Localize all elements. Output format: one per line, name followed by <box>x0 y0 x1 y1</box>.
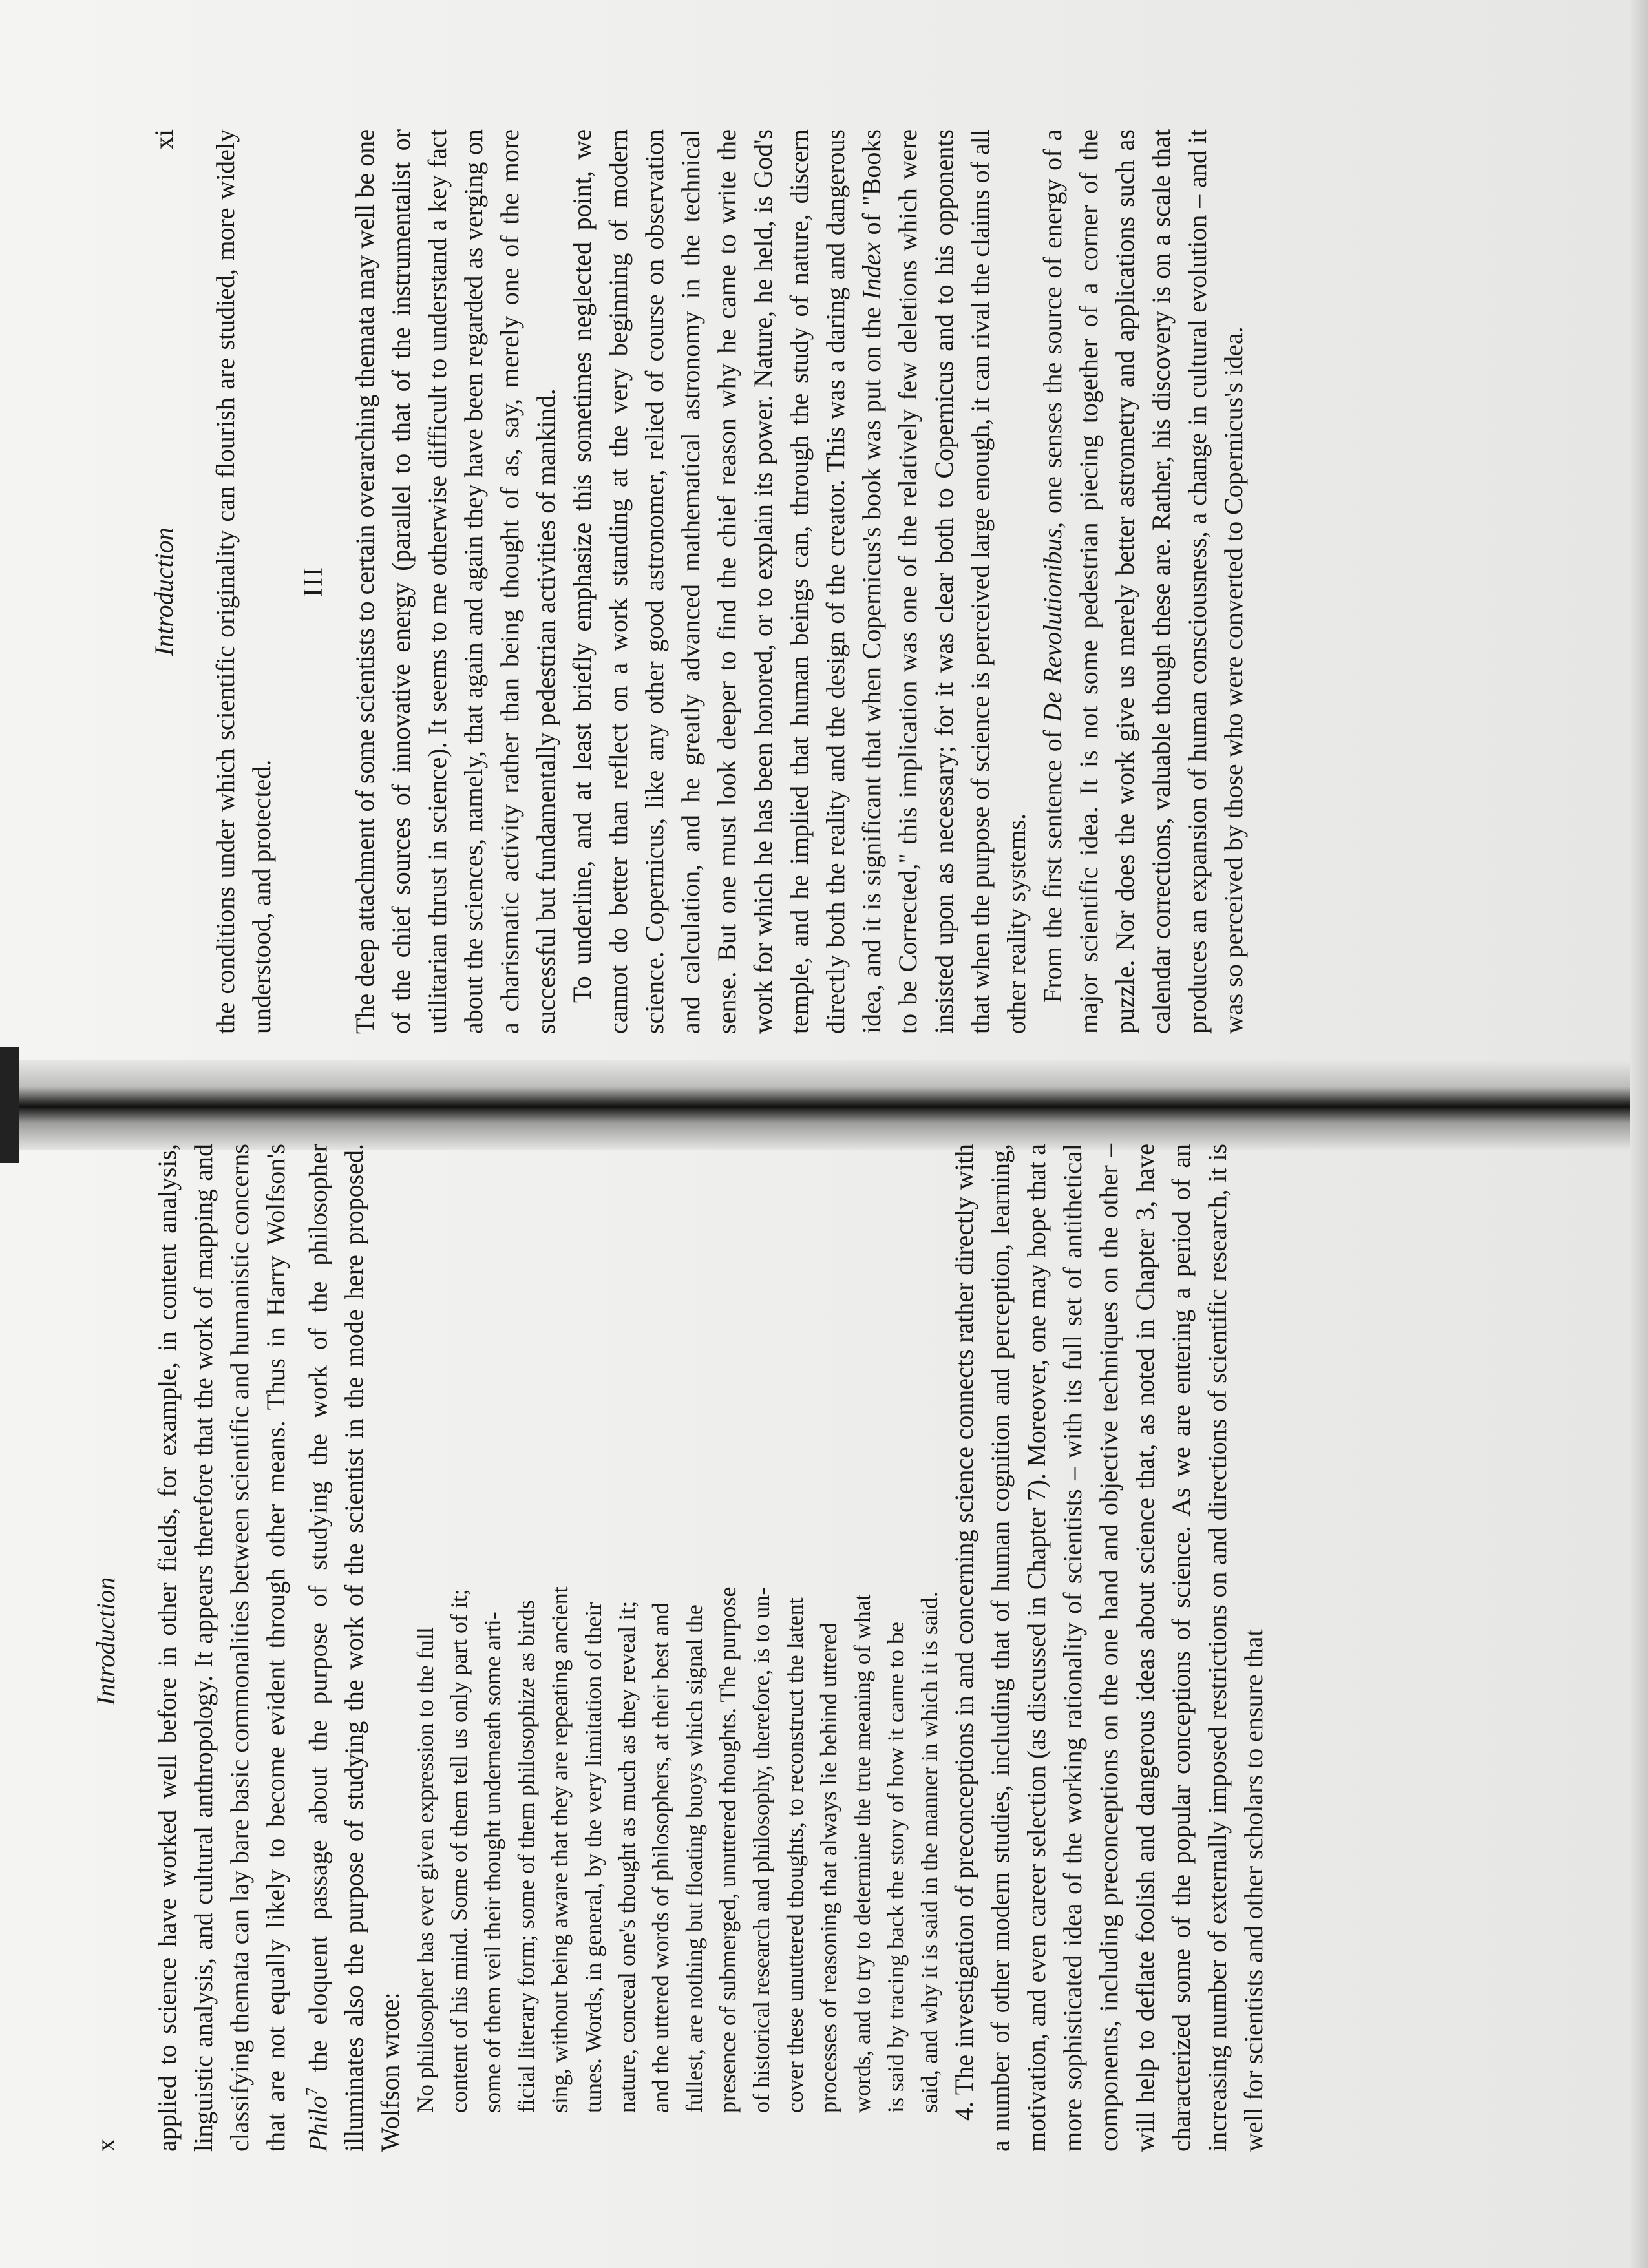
paragraph-text: From the first sentence of <box>1038 730 1067 1003</box>
body-text <box>149 1144 1272 2152</box>
paragraph: the conditions under which scientific originality can flourish are studied, more widely understood, and protected. <box>211 129 276 1034</box>
italic-title: De Revolutionibus <box>1038 528 1067 722</box>
page-x <box>90 1144 1564 2152</box>
gutter-shadow <box>0 1047 19 1163</box>
section-heading: III <box>299 566 328 597</box>
paragraph-text: of "Books to be Corrected," this implication was one of the relatively few deletions which were insisted upon as necessary; for it was clear both to Copernicus and to his opponents that when the purpose of science is perceived large enough, it can rival the claims of all other reality systems. <box>857 129 1031 1034</box>
running-head-title: Introduction <box>91 1577 120 1706</box>
quote-line: cover these unuttered thoughts, to reconstruct the latent <box>782 1597 808 2113</box>
quote-line: said, and why it is said in the manner in which it is said. <box>916 1591 943 2113</box>
paragraph <box>149 1144 408 2152</box>
page-edge <box>1630 0 1648 2268</box>
quote-line: content of his mind. Some of them tell us only part of it; <box>446 1589 472 2113</box>
running-head-title: Introduction <box>149 527 178 656</box>
quote-line: some of them veil their thought underneath some arti- <box>480 1612 506 2113</box>
body-text <box>207 129 1252 1034</box>
quote-line: processes of reasoning that always lie behind uttered <box>816 1622 842 2113</box>
paragraph <box>1035 129 1252 1034</box>
italic-title: Philo <box>303 2095 333 2152</box>
block-quote <box>408 1144 946 2113</box>
page-xi <box>149 129 1622 1034</box>
quote-line: presence of submerged, unuttered thoughts. The purpose <box>715 1586 741 2113</box>
paragraph-text: the eloquent passage about the purpose of studying the work of the philosopher illuminates also the purpose of studying the work of the scientist in the mode here proposed. Wolfson wrote: <box>303 1144 405 2152</box>
book-gutter <box>0 1060 1648 1150</box>
quote-line: is said by tracing back the story of how it came to be <box>883 1622 909 2113</box>
paragraph-text: , one senses the source of energy of a major scientific idea. It is not some pedestrian piecing together of a corner of the puzzle. Nor does the work give us merely better astrometry and applications such as calendar corrections, valuable though these are. Rather, his discovery is on a scale that produces an expansion of human consciousness, a change in cultural evolution – and it was so perceived by those who were converted to Copernicus's idea. <box>1038 129 1248 1034</box>
quote-line: ficial literary form; some of them philosophize as birds <box>513 1600 540 2113</box>
quote-line: tunes. Words, in general, by the very limitation of their <box>580 1602 607 2113</box>
quote-line: fullest, are nothing but floating buoys which signal the <box>681 1604 708 2113</box>
quote-line: words, and to try to determine the true meaning of what <box>849 1594 876 2113</box>
paragraph <box>564 129 1035 1034</box>
page-number: xi <box>149 129 178 150</box>
paragraph: 4. The investigation of preconceptions in and concerning science connects rather directly with a number of other modern studies, including that of human cognition and perception, learning, motivation, and even career selection (as discussed in Chapter 7). Moreover, one may hope that a more sophisticated idea of the working rationality of scientists – with its full set of antithetical components, including preconceptions on the one hand and objective techniques on the other – will help to deflate foolish and dangerous ideas about science that, as noted in Chapter 3, have characterized some of the popular conceptions of science. As we are entering a period of an increasing number of externally imposed restrictions on and directions of scientific research, it is well for scientists and other scholars to ensure that <box>949 1144 1269 2152</box>
paragraph: The deep attachment of some scientists to certain overarching themata may well be one of the chief sources of innovative energy (parallel to that of the instrumentalist or utilitarian thrust in science). It seems to me otherwise difficult to understand a key fact about the sciences, namely, that again and again they have been regarded as verging on a charismatic activity rather than being thought of as, say, merely one of the more successful but fundamentally pedestrian activities of mankind. <box>350 129 560 1034</box>
quote-line: of historical research and philosophy, therefore, is to un- <box>748 1587 775 2113</box>
quote-line: sing, without being aware that they are repeating ancient <box>547 1586 573 2113</box>
footnote-ref: 7 <box>302 2087 321 2096</box>
paragraph-text: applied to science have worked well before in other fields, for example, in content analysis, linguistic analysis, and cultural anthropology. It appears therefore that the work of mapping and classifying themata can lay bare basic commonalities between scientific and humanistic concerns that are not equally likely to become evident through other means. Thus in Harry Wolfson's <box>153 1144 290 2152</box>
quote-line: No philosopher has ever given expression to the full <box>412 1627 439 2113</box>
running-head <box>149 129 179 1034</box>
paragraph-text: To underline, and at least briefly emphasize this sometimes neglected point, we cannot do better than reflect on a work standing at the very beginning of modern science. Copernicus, like any other good astronomer, relied of course on observation and calculation, and he greatly advanced mathematical astronomy in the technical sense. But one must look deeper to find the chief reason why he came to write the work for which he has been honored, or to explain its power. Nature, he held, is God's temple, and he implied that human beings can, through the study of nature, discern directly both the reality and the design of the creator. This was a daring and dangerous idea, and it is significant that when Copernicus's book was put on the <box>567 129 886 1034</box>
page-number: x <box>91 2139 120 2152</box>
running-head <box>90 1144 121 2152</box>
italic-term: Index <box>857 242 886 300</box>
quote-line: and the uttered words of philosophers, at their best and <box>648 1602 674 2113</box>
quote-line: nature, conceal one's thought as much as they reveal it; <box>614 1601 640 2113</box>
